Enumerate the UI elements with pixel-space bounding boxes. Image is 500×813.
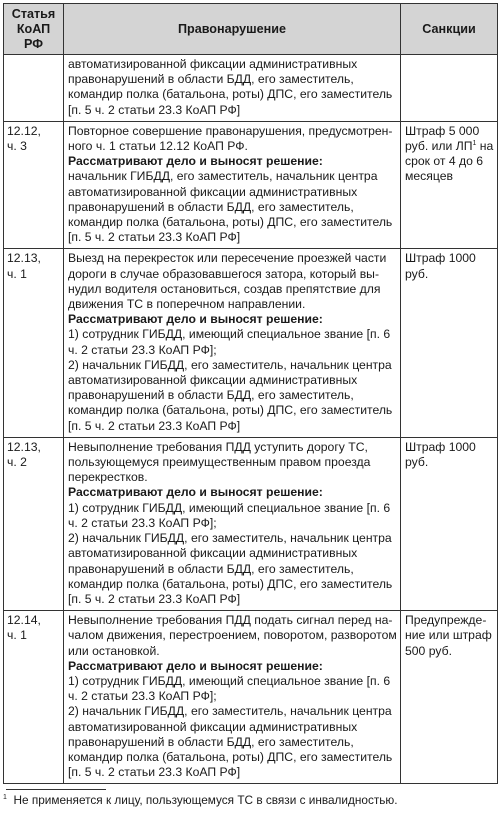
sanction-line: срок от 4 до 6 — [405, 154, 484, 169]
offense-line: командир полка (батальона, роты) ДПС, его заместитель — [68, 87, 393, 102]
sanction-line: руб. или $ЛП^1$ на — [405, 139, 494, 154]
offense-line: командир полка (батальона, роты) ДПС, его заместитель — [68, 749, 393, 764]
footnote-mark: 1 — [3, 794, 7, 801]
sanction-line: 500 руб. — [405, 643, 452, 658]
header-article-line: КоАП — [16, 21, 51, 36]
table-row — [4, 611, 498, 784]
offense-cell — [64, 249, 401, 437]
offense-line: правонарушений в области БДД, его заместитель, — [68, 199, 354, 214]
article-line: ч. 2 — [7, 455, 27, 470]
table-header — [4, 4, 498, 55]
sanction-cell — [401, 437, 498, 610]
offense-line: автоматизированной фиксации административных — [68, 719, 358, 734]
article-cell — [4, 121, 64, 249]
article-cell — [4, 611, 64, 784]
offense-line: автоматизированной фиксации административных — [68, 373, 358, 388]
sanction-line: Штраф 5 000 — [405, 123, 480, 138]
article-cell — [4, 249, 64, 437]
sanction-line: ние или штраф — [405, 628, 492, 643]
offense-line: [п. 5 ч. 2 статьи 23.3 КоАП РФ] — [68, 765, 241, 780]
offense-line: [п. 5 ч. 2 статьи 23.3 КоАП РФ] — [68, 418, 241, 433]
table-body — [4, 55, 498, 784]
table-row — [4, 121, 498, 249]
offense-line: правонарушений в области БДД, его заместитель, — [68, 734, 354, 749]
offense-line: пользующемуся преимущественным правом проезда — [68, 455, 371, 470]
offense-line: [п. 5 ч. 2 статьи 23.3 КоАП РФ] — [68, 230, 241, 245]
offense-line: автоматизированной фиксации административных — [68, 57, 358, 71]
offense-line: Выезд на перекресток или пересечение проезжей части — [68, 251, 387, 266]
offense-cell — [64, 437, 401, 610]
offense-line: Повторное совершение правонарушения, предусмотрен- — [68, 123, 393, 138]
decision-heading: Рассматривают дело и выносят решение: — [68, 658, 323, 673]
offense-line: чалом движения, перестроением, поворотом, разворотом — [68, 628, 397, 643]
offense-line: правонарушений в области БДД, его заместитель, — [68, 388, 354, 403]
offense-line: 1) сотрудник ГИБДД, имеющий специальное звание [п. 6 — [68, 500, 391, 515]
offense-line: движения ТС в поперечном направлении. — [68, 297, 306, 312]
offense-line: 2) начальник ГИБДД, его заместитель, начальник центра — [68, 357, 392, 372]
article-line: ч. 1 — [7, 628, 27, 643]
header-article-line: Статья — [11, 6, 56, 21]
offense-line: правонарушений в области БДД, его заместитель, — [68, 561, 354, 576]
header-offense: Правонарушение — [64, 4, 401, 55]
sanction-cell — [401, 121, 498, 249]
article-line: 12.12, — [7, 123, 41, 138]
sanction-line: Штраф 1000 — [405, 251, 476, 266]
article-cell — [4, 437, 64, 610]
sanction-line: руб. — [405, 455, 429, 470]
offense-line: Невыполнение требования ПДД подать сигнал перед на- — [68, 613, 393, 628]
sanction-line: месяцев — [405, 169, 453, 184]
offense-line: правонарушений в области БДД, его заместитель, — [68, 72, 354, 87]
offense-line: [п. 5 ч. 2 статьи 23.3 КоАП РФ] — [68, 102, 241, 117]
article-line: ч. 3 — [7, 139, 27, 154]
offense-cell — [64, 121, 401, 249]
sanction-line: руб. — [405, 266, 429, 281]
offense-line: начальник ГИБДД, его заместитель, начальник центра — [68, 169, 378, 184]
offense-line: ч. 2 статьи 23.3 КоАП РФ]; — [68, 342, 217, 357]
offense-line: 1) сотрудник ГИБДД, имеющий специальное звание [п. 6 — [68, 673, 391, 688]
offense-line: 1) сотрудник ГИБДД, имеющий специальное звание [п. 6 — [68, 327, 391, 342]
table-row — [4, 249, 498, 437]
sanction-cell — [401, 611, 498, 784]
offense-table — [3, 3, 498, 784]
footnote-ref: 1 — [472, 140, 477, 148]
offense-line: или остановкой. — [68, 643, 160, 658]
decision-heading: Рассматривают дело и выносят решение: — [68, 154, 323, 169]
offense-line: перекрестков. — [68, 470, 148, 485]
offense-line: командир полка (батальона, роты) ДПС, его заместитель — [68, 576, 393, 591]
offense-line: нудил водителя остановиться, создав препятствие для — [68, 281, 381, 296]
sanction-line: Штраф 1000 — [405, 439, 476, 454]
header-article — [4, 4, 64, 55]
offense-line: Невыполнение требования ПДД уступить дорогу ТС, — [68, 439, 368, 454]
decision-heading: Рассматривают дело и выносят решение: — [68, 485, 323, 500]
offense-line: ного ч. 1 статьи 12.12 КоАП РФ. — [68, 139, 248, 154]
offense-line: 2) начальник ГИБДД, его заместитель, начальник центра — [68, 704, 392, 719]
offense-line: 2) начальник ГИБДД, его заместитель, начальник центра — [68, 531, 392, 546]
sanction-cell — [401, 55, 498, 122]
sanction-line: Предупрежде- — [405, 613, 487, 628]
offense-line: автоматизированной фиксации административных — [68, 546, 358, 561]
article-cell — [4, 55, 64, 122]
offense-line: ч. 2 статьи 23.3 КоАП РФ]; — [68, 515, 217, 530]
footnote-text: Не применяется к лицу, пользующемуся ТС в связи с инвалидностью. — [13, 793, 398, 807]
offense-line: командир полка (батальона, роты) ДПС, его заместитель — [68, 403, 393, 418]
offense-line: командир полка (батальона, роты) ДПС, его заместитель — [68, 215, 393, 230]
article-line: 12.13, — [7, 439, 41, 454]
offense-cell — [64, 55, 401, 122]
header-sanction: Санкции — [401, 4, 498, 55]
table-row — [4, 437, 498, 610]
offense-line: дороги в случае образовавшегося затора, который вы- — [68, 266, 380, 281]
offense-cell — [64, 611, 401, 784]
table-row — [4, 55, 498, 122]
offense-line: [п. 5 ч. 2 статьи 23.3 КоАП РФ] — [68, 591, 241, 606]
footnote — [3, 793, 398, 807]
header-article-line: РФ — [24, 36, 43, 51]
offense-line: автоматизированной фиксации административных — [68, 184, 358, 199]
article-line: 12.13, — [7, 251, 41, 266]
article-line: 12.14, — [7, 613, 41, 628]
sanction-cell — [401, 249, 498, 437]
offense-line: ч. 2 статьи 23.3 КоАП РФ]; — [68, 689, 217, 704]
decision-heading: Рассматривают дело и выносят решение: — [68, 312, 323, 327]
footnote-divider — [6, 789, 106, 790]
article-line: ч. 1 — [7, 266, 27, 281]
document-page — [3, 3, 497, 784]
